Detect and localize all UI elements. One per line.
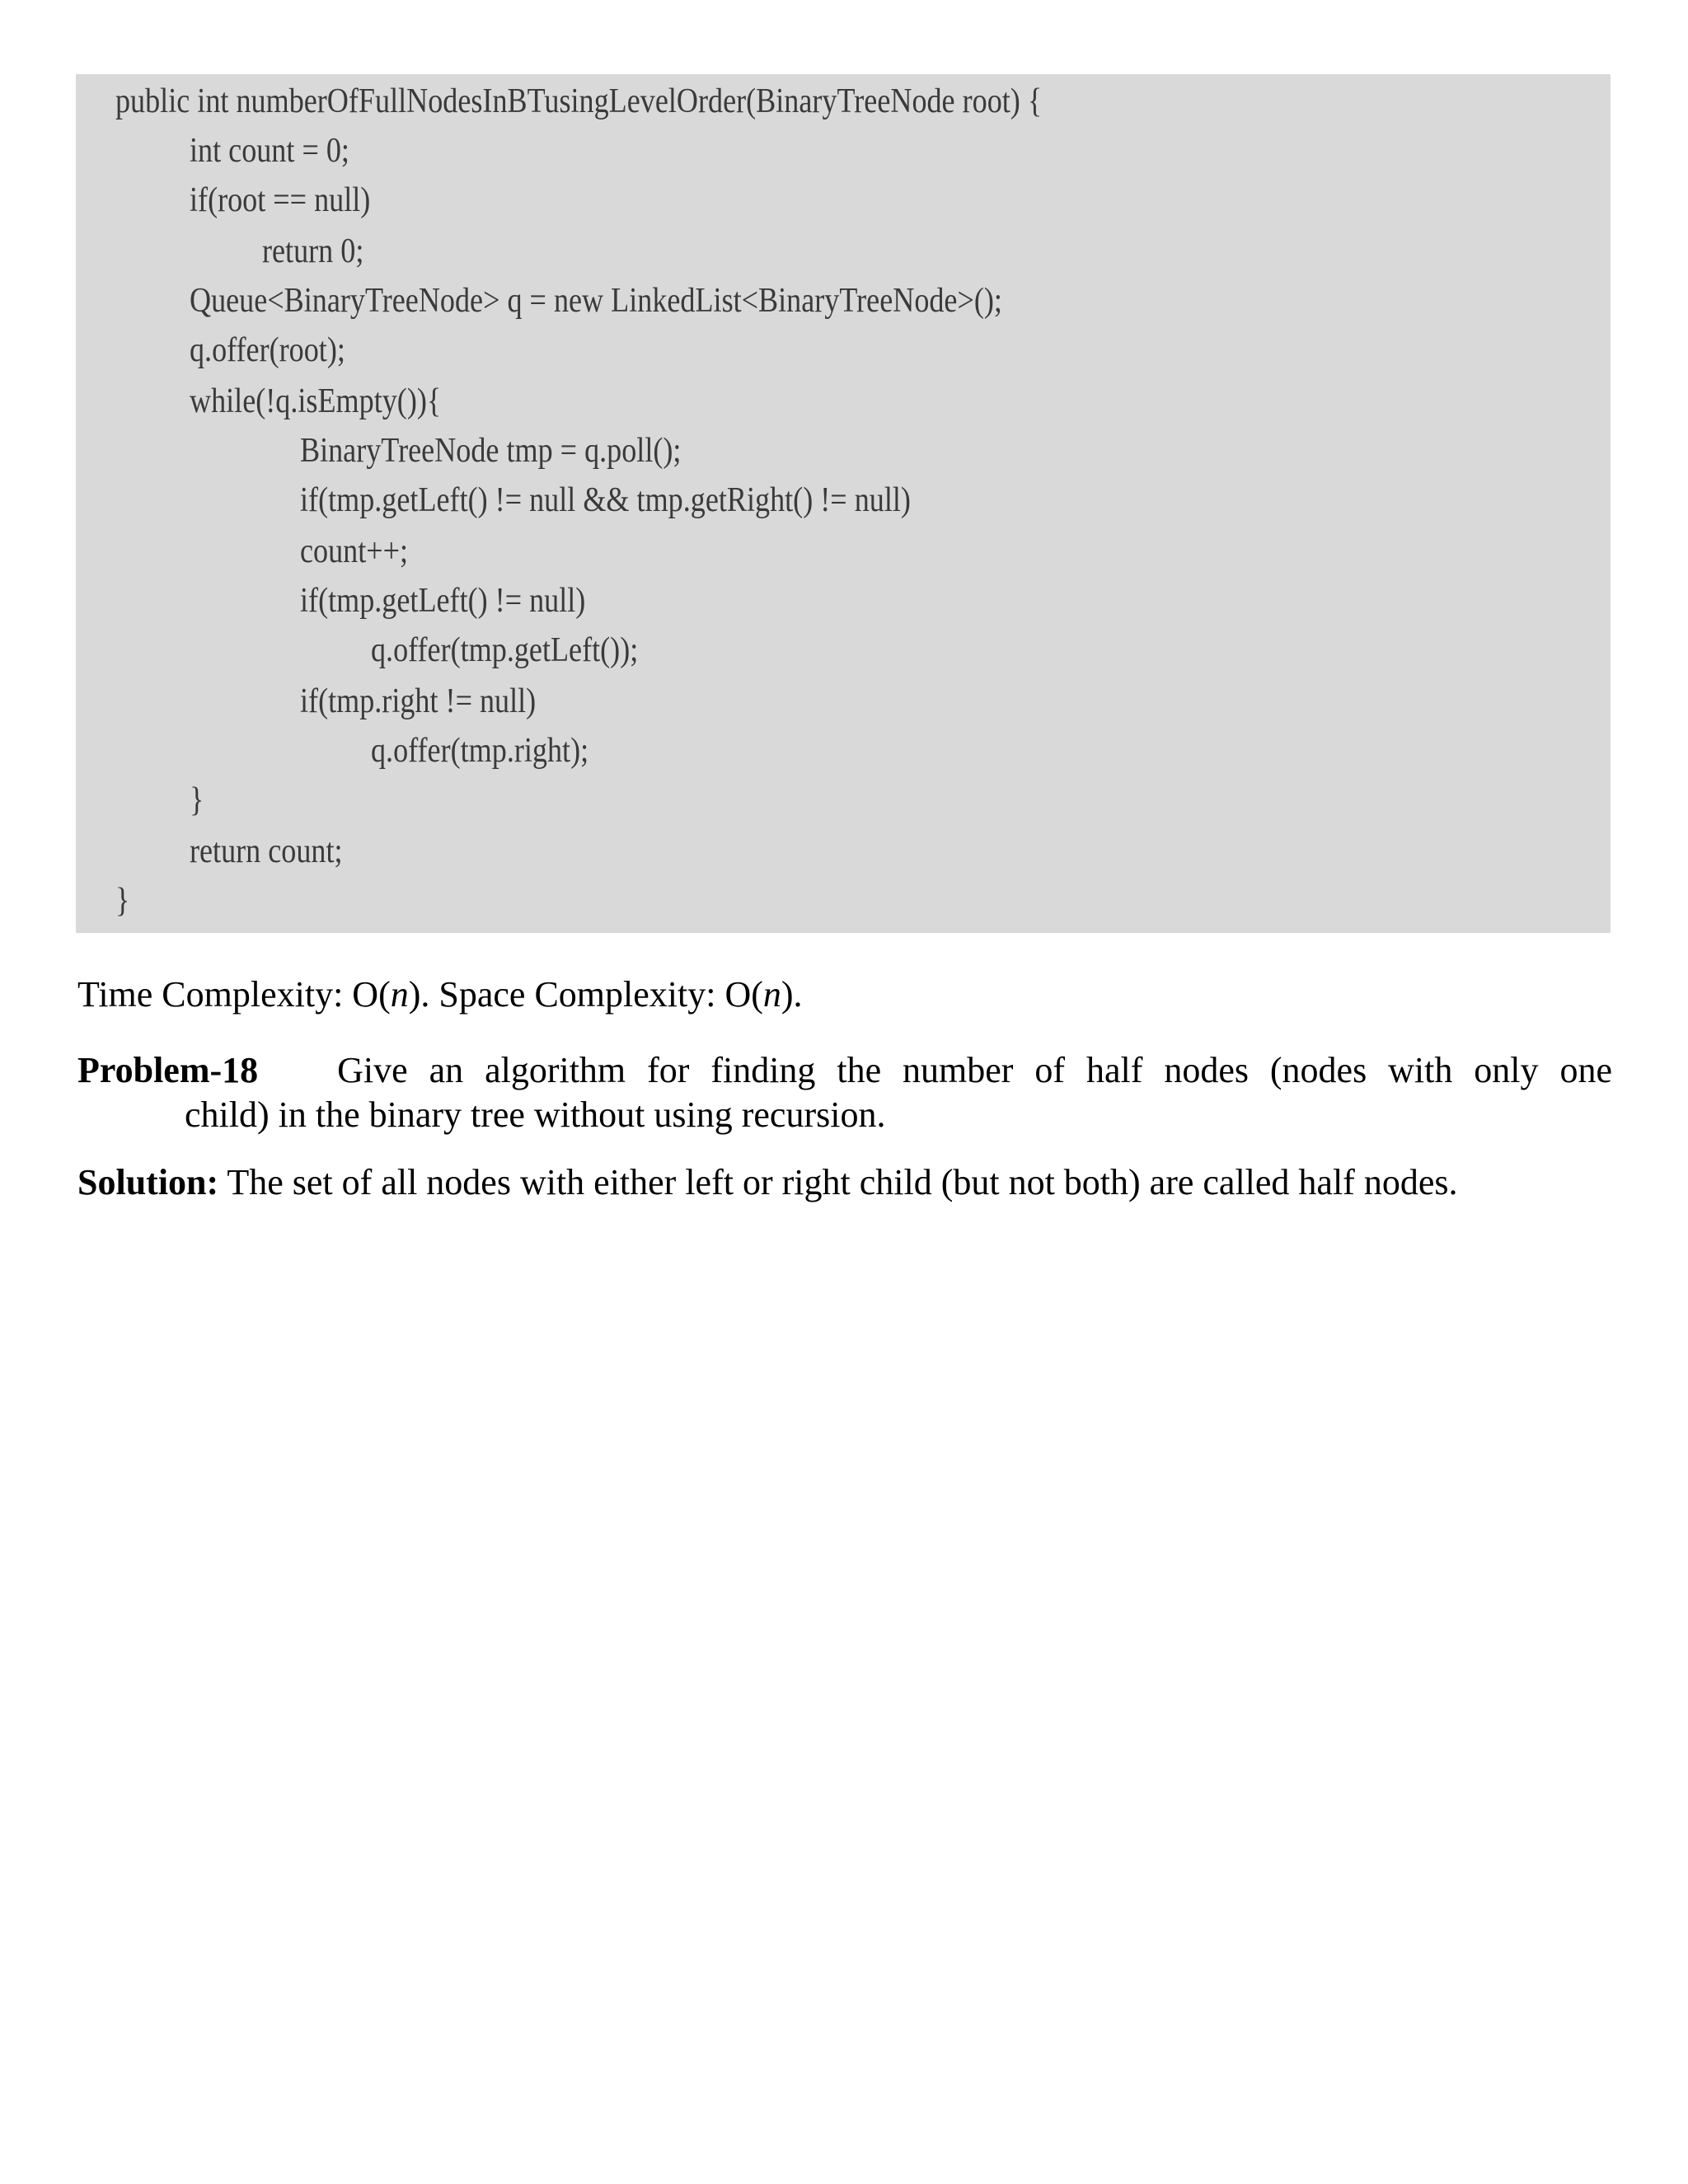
code-line: if(root == null) bbox=[190, 181, 371, 219]
code-line: public int numberOfFullNodesInBTusingLevelOrder(BinaryTreeNode root) { bbox=[115, 82, 1043, 120]
code-line: if(tmp.getLeft() != null && tmp.getRight() != null) bbox=[300, 481, 911, 519]
code-line: BinaryTreeNode tmp = q.poll(); bbox=[300, 432, 682, 470]
code-line: Queue<BinaryTreeNode> q = new LinkedList<BinaryTreeNode>(); bbox=[190, 282, 1002, 320]
problem-text-line-1: Give an algorithm for finding the number of half nodes (nodes with only one bbox=[337, 1050, 1612, 1090]
code-line: q.offer(root); bbox=[190, 331, 345, 369]
code-line: return 0; bbox=[262, 232, 364, 270]
code-line: } bbox=[190, 781, 204, 819]
solution-label: Solution: bbox=[77, 1162, 219, 1202]
time-complexity-label: Time Complexity: O( bbox=[77, 974, 391, 1015]
code-line: int count = 0; bbox=[190, 132, 349, 170]
complexity-line bbox=[77, 972, 1612, 1017]
problem-line-1 bbox=[77, 1048, 1612, 1093]
time-variable: n bbox=[390, 974, 409, 1015]
space-complexity-label: ). Space Complexity: O( bbox=[408, 974, 763, 1015]
code-line: return count; bbox=[190, 832, 343, 870]
solution-paragraph bbox=[77, 1160, 1612, 1205]
code-line: if(tmp.right != null) bbox=[300, 682, 537, 720]
code-line: q.offer(tmp.getLeft()); bbox=[371, 631, 639, 669]
code-line: count++; bbox=[300, 532, 409, 570]
solution-text: The set of all nodes with either left or right child (but not both) are called half nodes. bbox=[218, 1162, 1458, 1202]
code-line: } bbox=[115, 882, 130, 920]
code-block bbox=[76, 74, 1611, 933]
code-line: if(tmp.getLeft() != null) bbox=[300, 582, 586, 620]
problem-label: Problem-18 bbox=[77, 1050, 259, 1090]
code-line: q.offer(tmp.right); bbox=[371, 732, 589, 770]
space-variable: n bbox=[762, 974, 781, 1015]
code-line: while(!q.isEmpty()){ bbox=[190, 382, 442, 420]
complexity-close: ). bbox=[781, 974, 803, 1015]
problem-line-2: child) in the binary tree without using recursion. bbox=[185, 1094, 886, 1135]
